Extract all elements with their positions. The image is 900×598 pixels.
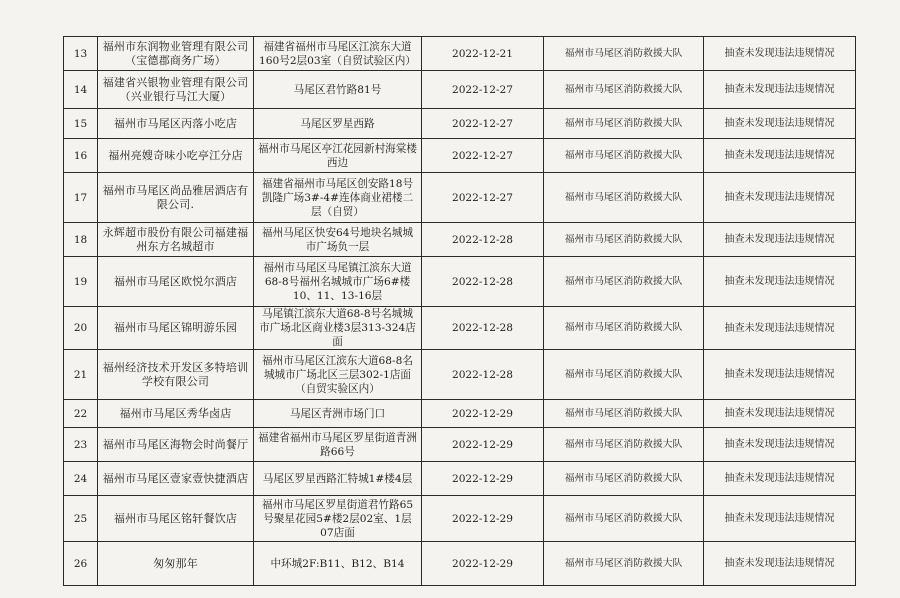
entity-name: 永辉超市股份有限公司福建福州东方名城超市	[98, 223, 254, 257]
inspection-date: 2022-12-27	[422, 71, 544, 109]
table-row	[64, 496, 856, 542]
entity-name: 福州市马尾区海物会时尚餐厅	[98, 428, 254, 462]
inspecting-unit: 福州市马尾区消防救援大队	[544, 542, 704, 586]
entity-address: 马尾区罗星西路汇特城1#楼4层	[254, 462, 422, 496]
inspecting-unit: 福州市马尾区消防救援大队	[544, 257, 704, 307]
table-row	[64, 173, 856, 223]
inspection-date: 2022-12-27	[422, 173, 544, 223]
entity-name: 福州市马尾区尚品雅居酒店有限公司.	[98, 173, 254, 223]
inspecting-unit: 福州市马尾区消防救援大队	[544, 496, 704, 542]
inspection-date: 2022-12-29	[422, 496, 544, 542]
row-number: 24	[64, 462, 98, 496]
entity-address: 福建省福州市马尾区罗星街道青洲路66号	[254, 428, 422, 462]
row-number: 15	[64, 109, 98, 139]
table-row	[64, 350, 856, 400]
inspection-result: 抽查未发现违法违规情况	[704, 37, 856, 71]
inspection-result: 抽查未发现违法违规情况	[704, 223, 856, 257]
row-number: 13	[64, 37, 98, 71]
entity-address: 马尾区罗星西路	[254, 109, 422, 139]
table-row	[64, 428, 856, 462]
entity-name: 福州经济技术开发区多特培训学校有限公司	[98, 350, 254, 400]
inspection-result: 抽查未发现违法违规情况	[704, 109, 856, 139]
row-number: 26	[64, 542, 98, 586]
inspection-date: 2022-12-27	[422, 109, 544, 139]
row-number: 14	[64, 71, 98, 109]
entity-name: 福州市马尾区丙落小吃店	[98, 109, 254, 139]
inspecting-unit: 福州市马尾区消防救援大队	[544, 428, 704, 462]
table-row	[64, 257, 856, 307]
inspection-result: 抽查未发现违法违规情况	[704, 542, 856, 586]
table-row	[64, 109, 856, 139]
entity-address: 福州市马尾区罗星街道君竹路65号聚星花园5#楼2层02室、1层07店面	[254, 496, 422, 542]
table-row	[64, 542, 856, 586]
entity-address: 福州市马尾区马尾镇江滨东大道68-8号福州名城城市广场6#楼10、11、13-16层	[254, 257, 422, 307]
inspection-table	[63, 36, 856, 586]
entity-name: 福州市马尾区铭轩餐饮店	[98, 496, 254, 542]
entity-address: 福州市马尾区江滨东大道68-8名城城市广场北区三层302-1店面（自贸实验区内）	[254, 350, 422, 400]
row-number: 17	[64, 173, 98, 223]
table-row	[64, 462, 856, 496]
inspection-result: 抽查未发现违法违规情况	[704, 307, 856, 350]
table-row	[64, 400, 856, 428]
inspection-date: 2022-12-29	[422, 462, 544, 496]
inspection-date: 2022-12-28	[422, 350, 544, 400]
inspection-result: 抽查未发现违法违规情况	[704, 428, 856, 462]
inspection-date: 2022-12-27	[422, 139, 544, 173]
inspection-date: 2022-12-28	[422, 223, 544, 257]
table-row	[64, 139, 856, 173]
row-number: 22	[64, 400, 98, 428]
inspecting-unit: 福州市马尾区消防救援大队	[544, 223, 704, 257]
inspection-result: 抽查未发现违法违规情况	[704, 400, 856, 428]
entity-name: 福州市马尾区壹家壹快捷酒店	[98, 462, 254, 496]
inspection-date: 2022-12-29	[422, 400, 544, 428]
inspecting-unit: 福州市马尾区消防救援大队	[544, 173, 704, 223]
inspection-date: 2022-12-29	[422, 428, 544, 462]
row-number: 16	[64, 139, 98, 173]
inspecting-unit: 福州市马尾区消防救援大队	[544, 307, 704, 350]
inspection-result: 抽查未发现违法违规情况	[704, 71, 856, 109]
row-number: 20	[64, 307, 98, 350]
inspecting-unit: 福州市马尾区消防救援大队	[544, 71, 704, 109]
entity-name: 福州市东润物业管理有限公司（宝德郡商务广场）	[98, 37, 254, 71]
inspection-date: 2022-12-28	[422, 257, 544, 307]
table-row	[64, 71, 856, 109]
inspection-date: 2022-12-21	[422, 37, 544, 71]
row-number: 18	[64, 223, 98, 257]
inspecting-unit: 福州市马尾区消防救援大队	[544, 37, 704, 71]
table-row	[64, 307, 856, 350]
inspection-result: 抽查未发现违法违规情况	[704, 496, 856, 542]
inspecting-unit: 福州市马尾区消防救援大队	[544, 109, 704, 139]
entity-address: 福州马尾区快安64号地块名城城市广场负一层	[254, 223, 422, 257]
inspecting-unit: 福州市马尾区消防救援大队	[544, 462, 704, 496]
entity-address: 福州市马尾区亭江花园新村海棠楼西边	[254, 139, 422, 173]
inspecting-unit: 福州市马尾区消防救援大队	[544, 350, 704, 400]
entity-address: 中环城2F:B11、B12、B14	[254, 542, 422, 586]
inspection-result: 抽查未发现违法违规情况	[704, 257, 856, 307]
inspection-date: 2022-12-29	[422, 542, 544, 586]
inspection-result: 抽查未发现违法违规情况	[704, 350, 856, 400]
inspection-result: 抽查未发现违法违规情况	[704, 173, 856, 223]
row-number: 21	[64, 350, 98, 400]
entity-name: 福州亮嫂奇味小吃亭江分店	[98, 139, 254, 173]
entity-name: 福州市马尾区秀华卤店	[98, 400, 254, 428]
inspection-result: 抽查未发现违法违规情况	[704, 139, 856, 173]
entity-name: 匆匆那年	[98, 542, 254, 586]
inspection-result: 抽查未发现违法违规情况	[704, 462, 856, 496]
entity-address: 福建省福州市马尾区创安路18号凯隆广场3#-4#连体商业裙楼二层（自贸）	[254, 173, 422, 223]
row-number: 19	[64, 257, 98, 307]
entity-name: 福州市马尾区锦明游乐园	[98, 307, 254, 350]
entity-address: 福建省福州市马尾区江滨东大道160号2层03室（自贸试验区内）	[254, 37, 422, 71]
entity-address: 马尾镇江滨东大道68-8号名城城市广场北区商业楼3层313-324店面	[254, 307, 422, 350]
entity-address: 马尾区青洲市场门口	[254, 400, 422, 428]
table-row	[64, 223, 856, 257]
entity-address: 马尾区君竹路81号	[254, 71, 422, 109]
inspecting-unit: 福州市马尾区消防救援大队	[544, 400, 704, 428]
row-number: 25	[64, 496, 98, 542]
row-number: 23	[64, 428, 98, 462]
entity-name: 福建省兴银物业管理有限公司（兴业银行马江大厦）	[98, 71, 254, 109]
entity-name: 福州市马尾区欧悦尔酒店	[98, 257, 254, 307]
inspection-date: 2022-12-28	[422, 307, 544, 350]
table-row	[64, 37, 856, 71]
inspecting-unit: 福州市马尾区消防救援大队	[544, 139, 704, 173]
